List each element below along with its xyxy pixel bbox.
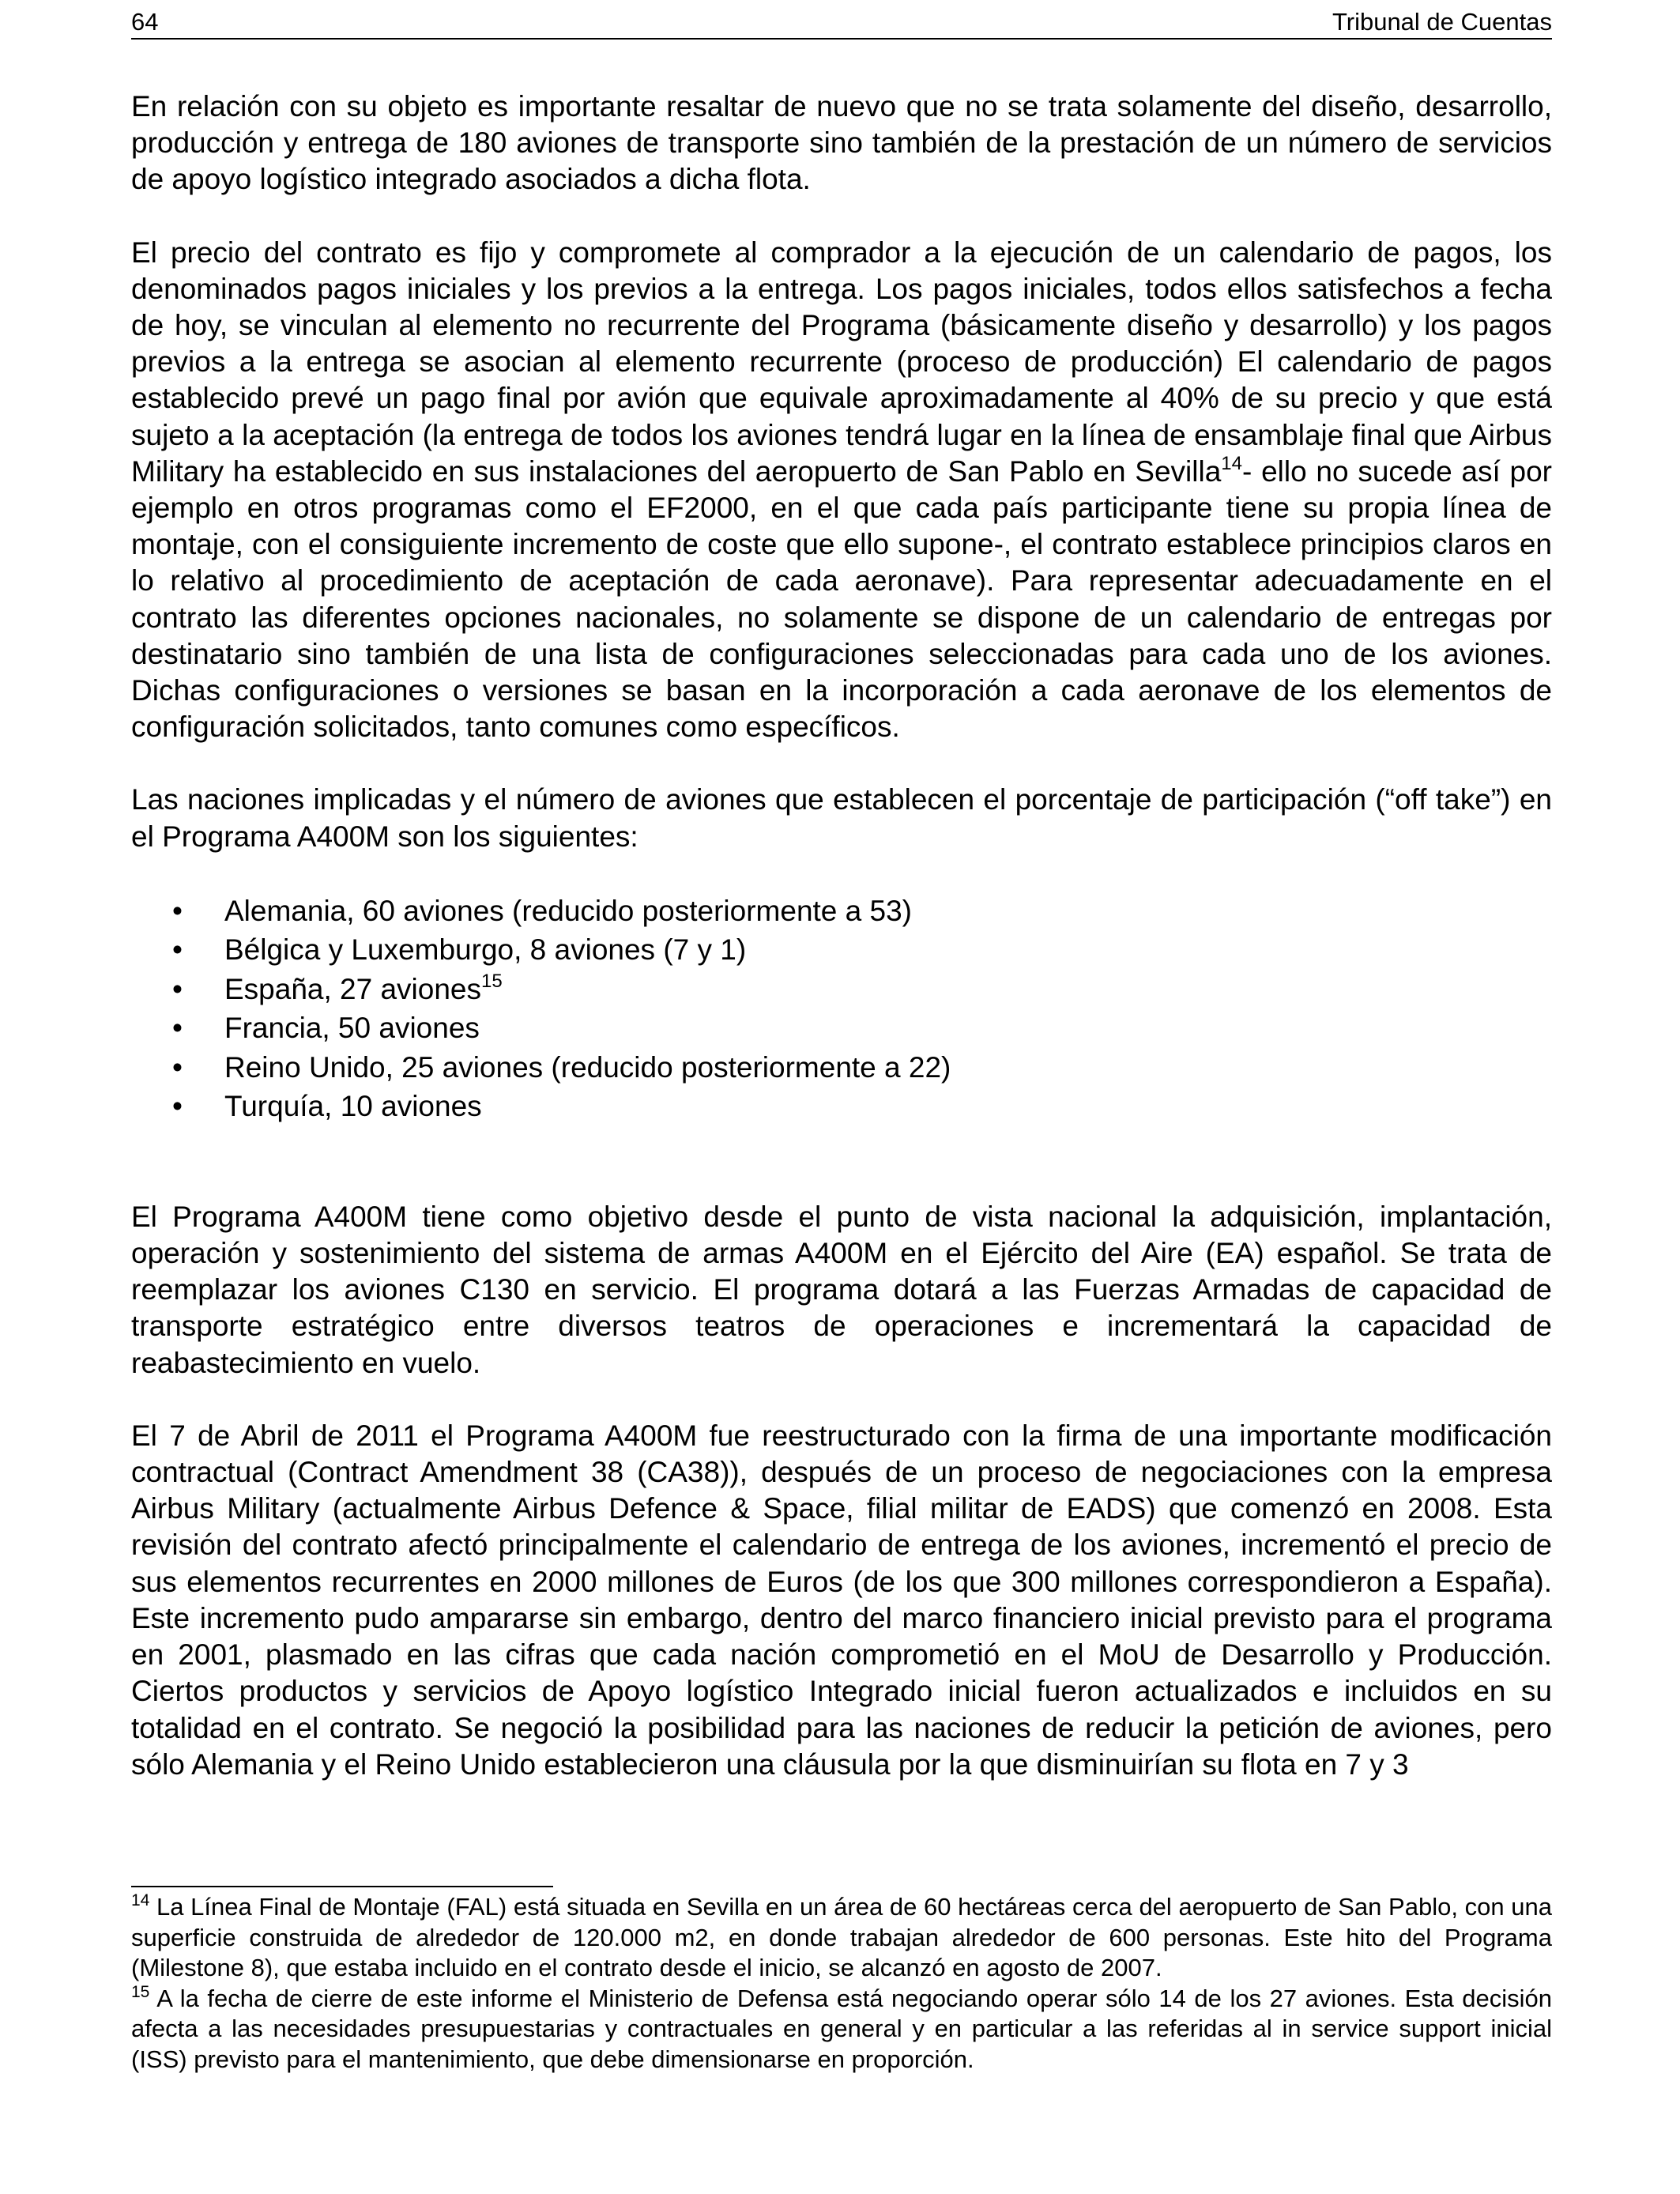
- bullet: •: [172, 894, 183, 927]
- bullet: •: [172, 972, 183, 1005]
- paragraph-nations-intro: Las naciones implicadas y el número de aviones que establecen el porcentaje de participación (“off take”) en el Programa A400M son los siguientes:: [131, 783, 1552, 853]
- list-item-text: España, 27 aviones: [224, 972, 482, 1005]
- list-item-text: Bélgica y Luxemburgo, 8 aviones (7 y 1): [224, 933, 747, 967]
- list-item: [131, 1048, 1552, 1088]
- list-item-text: Reino Unido, 25 aviones (reducido posteriormente a 22): [224, 1050, 951, 1084]
- list-item-text: Francia, 50 aviones: [224, 1012, 480, 1045]
- footnote-text: A la fecha de cierre de este informe el Ministerio de Defensa está negociando operar sólo 14 de los 27 aviones. Esta decisión afecta a las necesidades presupuestarias y contractuales en general y en particular a las referidas al in service support inicial (ISS) previsto para el mantenimiento, que debe dimensionarse en proporción.: [131, 1984, 1552, 2073]
- paragraph-objective: El Programa A400M tiene como objetivo desde el punto de vista nacional la adquisición, implantación, operación y sostenimiento del sistema de armas A400M en el Ejército del Aire (EA) español. Se trata de reemplazar los aviones C130 en servicio. El programa dotará a las Fuerzas Armadas de capacidad de transporte estratégico entre diversos teatros de operaciones e incrementará la capacidad de reabastecimiento en vuelo.: [131, 1200, 1552, 1379]
- body-text: [131, 89, 1552, 1819]
- list-item: [131, 930, 1552, 970]
- bullet: •: [172, 1050, 183, 1084]
- list-item: [131, 970, 1552, 1009]
- footnote-ref-15: 15: [481, 970, 503, 992]
- list-item: [131, 892, 1552, 931]
- list-item-text: Alemania, 60 aviones (reducido posteriormente a 53): [224, 894, 912, 927]
- list-item: [131, 1087, 1552, 1126]
- spacer: [131, 1163, 1552, 1199]
- list-item-text: Turquía, 10 aviones: [224, 1090, 482, 1123]
- footnote-14: [131, 1892, 1552, 1984]
- footnote-number: 14: [131, 1891, 150, 1909]
- footnote-15: [131, 1984, 1552, 2075]
- footnote-number: 15: [131, 1982, 150, 2001]
- footnote-ref-14: 14: [1221, 452, 1242, 474]
- page-number: 64: [131, 8, 159, 36]
- footnote-text: La Línea Final de Montaje (FAL) está situada en Sevilla en un área de 60 hectáreas cerca del aeropuerto de San Pablo, con una superficie construida de alrededor de 120.000 m2, en donde trabajan alrededor de 600 personas. Este hito del Programa (Milestone 8), que estaba incluido en el contrato desde el inicio, se alcanzó en agosto de 2007.: [131, 1893, 1552, 1982]
- list-item: [131, 1008, 1552, 1048]
- footnote-separator: [131, 1886, 553, 1887]
- paragraph-price: [131, 235, 1552, 746]
- paragraph-price-part-2: - ello no sucede así por ejemplo en otros programas como el EF2000, en el que cada país participante tiene su propia línea de montaje, con el consiguiente incremento de coste que ello supone-, el contrato establece principios claros en lo relativo al procedimiento de aceptación de cada aeronave). Para representar adecuadamente en el contrato las diferentes opciones nacionales, no solamente se dispone de un calendario de entregas por destinatario sino también de una lista de configuraciones seleccionadas para cada uno de los aviones. Dichas configuraciones o versiones se basan en la incorporación a cada aeronave de los elementos de configuración solicitados, tanto comunes como específicos.: [131, 454, 1552, 744]
- paragraph-object: En relación con su objeto es importante resaltar de nuevo que no se trata solamente del diseño, desarrollo, producción y entrega de 180 aviones de transporte sino también de la prestación de un número de servicios de apoyo logístico integrado asociados a dicha flota.: [131, 90, 1552, 196]
- bullet: •: [172, 1012, 183, 1045]
- document-page: [131, 0, 1552, 2194]
- header-title: Tribunal de Cuentas: [1332, 8, 1552, 36]
- paragraph-restructuring: El 7 de Abril de 2011 el Programa A400M fue reestructurado con la firma de una importante modificación contractual (Contract Amendment 38 (CA38)), después de un proceso de negociaciones con la empresa Airbus Military (actualmente Airbus Defence & Space, filial militar de EADS) que comenzó en 2008. Esta revisión del contrato afectó principalmente el calendario de entrega de los aviones, incrementó el precio de sus elementos recurrentes en 2000 millones de Euros (de los que 300 millones correspondieron a España). Este incremento pudo ampararse sin embargo, dentro del marco financiero inicial previsto para el programa en 2001, plasmado en las cifras que cada nación comprometió en el MoU de Desarrollo y Producción. Ciertos productos y servicios de Apoyo logístico Integrado inicial fueron actualizados e incluidos en su totalidad en el contrato. Se negoció la posibilidad para las naciones de reducir la petición de aviones, pero sólo Alemania y el Reino Unido establecieron una cláusula por la que disminuirían su flota en 7 y 3: [131, 1419, 1552, 1781]
- footnotes: [131, 1892, 1552, 2075]
- paragraph-price-part-1: El precio del contrato es fijo y compromete al comprador a la ejecución de un calendario de pagos, los denominados pagos iniciales y los previos a la entrega. Los pagos iniciales, todos ellos satisfechos a fecha de hoy, se vinculan al elemento no recurrente del Programa (básicamente diseño y desarrollo) y los pagos previos a la entrega se asocian al elemento recurrente (proceso de producción) El calendario de pagos establecido prevé un pago final por avión que equivale aproximadamente al 40% de su precio y que está sujeto a la aceptación (la entrega de todos los aviones tendrá lugar en la línea de ensamblaje final que Airbus Military ha establecido en sus instalaciones del aeropuerto de San Pablo en Sevilla: [131, 236, 1552, 488]
- page-header: [131, 6, 1552, 40]
- nations-list: [131, 892, 1552, 1126]
- bullet: •: [172, 1090, 183, 1123]
- bullet: •: [172, 933, 183, 967]
